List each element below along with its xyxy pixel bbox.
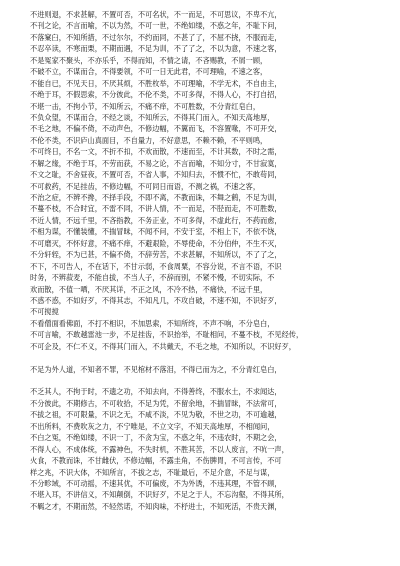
text-line: 不拔之祖，不可限量，不识之无，不咸不淡，不见为敬，不世之功，不可逾越， — [30, 410, 282, 420]
text-line: 不绝于耳，不假思索，不分彼此，不伦不类，不可多得，不得人心，不打自招， — [30, 90, 282, 100]
text-line: 不得人心，不成体统，不露神色，不失时机，不胜其苦，不以人废言，不吭一声， — [30, 444, 289, 454]
text-line: 不可言喻，不敢越雷池一步，不足挂齿，不识抬举，不耻相问，不蔓不枝，不见经传， — [30, 330, 304, 340]
text-line: 不解之缘，不绝于耳，不劳而获，不易之论，不言而喻，不知分寸，不甘寂寞， — [30, 158, 282, 168]
paragraph-gap — [30, 352, 376, 363]
text-line: 不忍卒读，不寒而栗，不期而遇，不足为训，不了了之，不以为意，不速之客， — [30, 44, 282, 54]
paragraph-gap — [30, 375, 376, 386]
text-line: 不落窠臼，不知所措，不过尔尔，不约而同，不甚了了，不屈不挠，不服而走， — [30, 32, 282, 42]
text-line: 时务，不辨菽麦，不能自拔，不当人子，不辞而别，不紧不慢，不切实际，不 — [30, 273, 275, 283]
text-line: 不下，不可告人，不在话下，不甘示弱，不食周粟，不容分说，不言不语，不识 — [30, 261, 282, 271]
text-line: 不进则退，不求甚解，不置可否，不可名状，不一而足，不可思议，不卑不亢， — [30, 10, 282, 19]
text-line: 不堪入耳，不讲信义，不知颠倒，不识好歹，不足之于人，不忘沟壑，不得其所， — [30, 490, 289, 500]
text-line: 不负众望，不谋而合，不经之谈，不知所云，不得其门而入，不知天高地厚， — [30, 112, 275, 122]
text-line: 不蔓不枝，不合时宜，不雷不同，不讲人情，不一而足，不胫而走，不可胜数， — [30, 204, 282, 214]
text-line: 火食，不教而诛，不甘雌伏，不修边幅，不露圭角，不伤脾胃，不可言传，不可 — [30, 456, 282, 466]
text-line: 不可磨灭，不怀好意，不痛不痒，不避艰险，不辱使命，不分伯仲，不生不灭， — [30, 238, 282, 248]
text-line: 不分轩轾，不为已甚，不偏不倚，不辞劳苦，不求甚解，不知所以，不了了之， — [30, 250, 282, 260]
text-line: 不可搅搅 — [30, 307, 59, 317]
text-line: 不治之症，不辨不搀，不择手段，不即不离，不教而诛，不舞之鹤，不足为训， — [30, 193, 282, 202]
text-line: 不刊之论，不言而喻，不以为然，不可一世，不绝如缕，不惑之年，不耻下问， — [30, 21, 282, 31]
text-line: 不伦不类，不识庐山真面目，不自量力，不好意思，不赖不赖，不平则鸣， — [30, 135, 268, 145]
text-line: 不乏其人，不拘于时，不遗之功，不知去向，不得善终，不服水土，不求闻达， — [30, 387, 282, 397]
document-page — [30, 9, 376, 512]
text-line: 样之兆，不识大体，不知所言，不拔之志，不耻最后，不足介意，不足与谋， — [30, 467, 275, 477]
text-line: 不近人情，不远千里，不吝指教，不务正业，不可多得，不虚此行，不药而愈， — [30, 215, 282, 225]
text-line: 不堪一击，不拘小节，不知所云，不痛不痒，不可胜数，不分青红皂白， — [30, 101, 261, 111]
text-line: 不可企及，不仁不义，不得其门而入，不共戴天，不毛之地，不知所以，不识好歹， — [30, 341, 296, 351]
text-line: 不是冤家不聚头，不亦乐乎，不得而知，不情之请，不吝赐教，不屑一顾， — [30, 55, 268, 65]
text-line: 不相为谋，不懂装懂，不揣冒昧，不闻不问，不安于室，不相上下，不依不饶， — [30, 227, 282, 237]
text-line: 不破不立，不谋而合，不得要领，不可一日无此君，不可理喻，不速之客， — [30, 67, 268, 77]
text-line: 不足为外人道，不知者不罪，不见棺材不落泪，不得已而为之，不分青红皂白， — [30, 364, 282, 374]
text-line: 不文之耻，不舍昼夜，不置可否，不省人事，不知归去，不惯不忙，不敢苟同， — [30, 170, 282, 180]
text-line: 不可救药，不足挂齿，不修边幅，不可同日而语，不测之祸，不速之客， — [30, 181, 261, 191]
text-line: 不白之冤，不绝如缕，不识一丁，不贪为宝，不惑之年，不违农时，不期之会， — [30, 433, 282, 443]
text-line: 不能自已，不见天日，不厌其烦，不胜枚举，不可理喻，不学无术，不自由主， — [30, 78, 282, 88]
text-line: 欢而散，不值一哂，不厌其详，不正之风，不冷不热，不痛快，不远千里， — [30, 284, 268, 294]
text-line: 不惑不惑，不如好歹，不得其志，不知凡几，不攻自破，不速不知，不识好歹， — [30, 295, 282, 305]
text-line: 不羁之才，不期而然，不轻然诺，不知肉味，不杼进士，不知死活，不贵天渊， — [30, 501, 282, 511]
text-line: 不看僧面看佛面，不打不相识，不加思索，不知所终，不声不响，不分皂白， — [30, 318, 275, 328]
text-line: 不毛之地，不偏不倚，不动声色，不修边幅，不翼而飞，不容置喙，不可开交， — [30, 124, 282, 134]
text-line: 不出所料，不费吹灰之力，不宁唯是，不立文字，不知天高地厚，不相闻问， — [30, 421, 275, 431]
text-line: 不分畛域，不可动摇，不速其优，不可偏废，不为外诱，不违其理，不管不顾， — [30, 478, 282, 488]
text-line: 不分彼此，不期修古，不可收拾，不足为凭，不留余地，不揣冒昧，不法常可， — [30, 398, 282, 408]
text-line: 不可终日，不名一文，不折不扣，不欢而散，不速而至，不计其数，不时之需， — [30, 147, 282, 157]
